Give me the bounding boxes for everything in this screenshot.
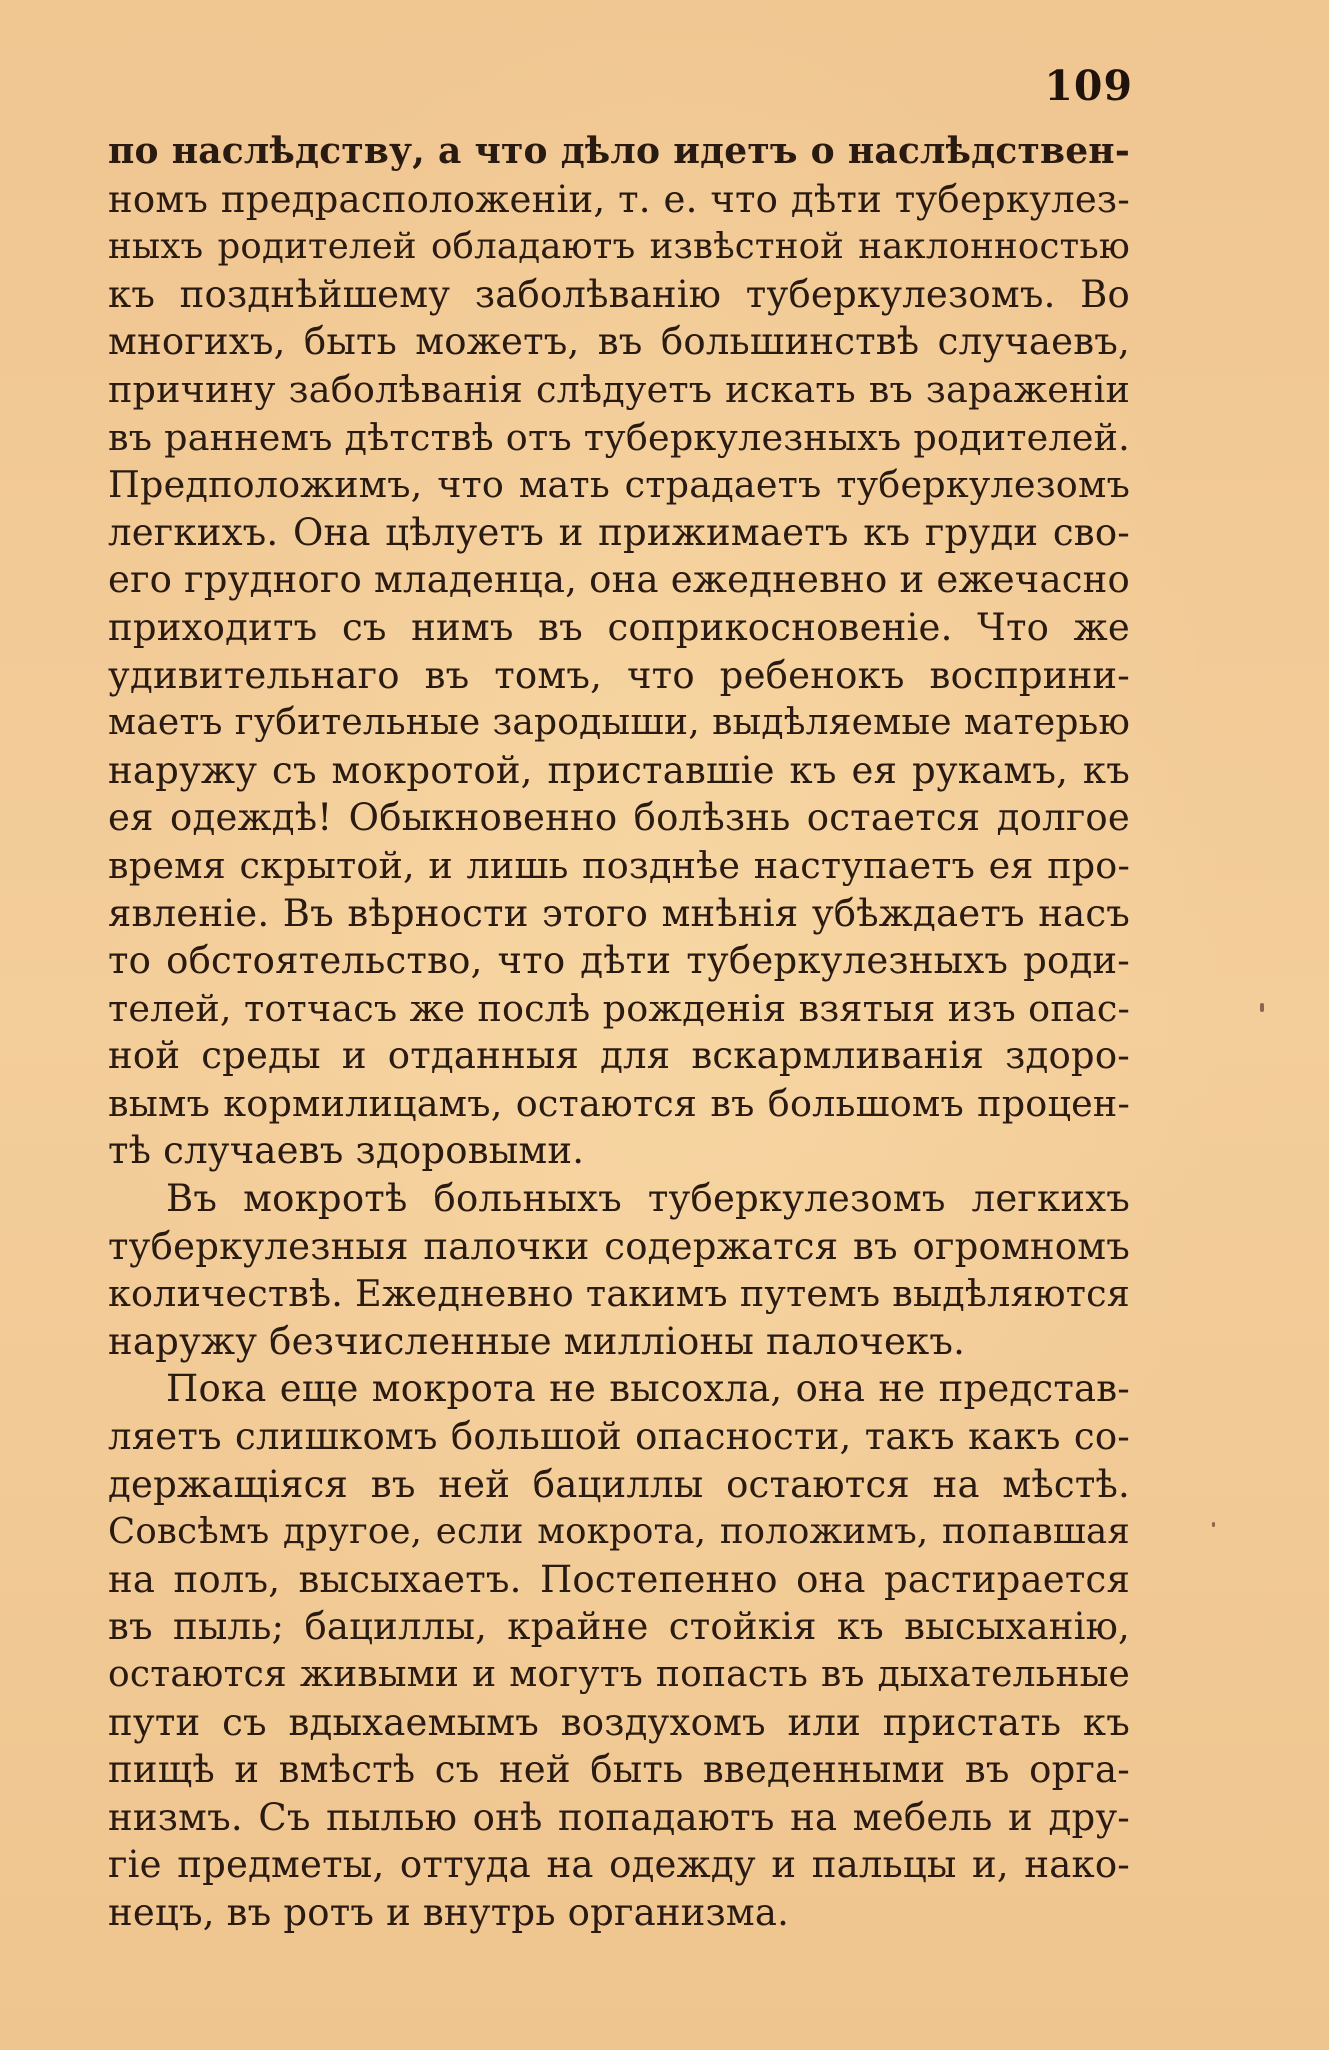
text-line: ныхъ родителей обладаютъ извѣстной наклонностью xyxy=(108,226,1130,268)
text-line: его грудного младенца, она ежедневно и ежечасно xyxy=(108,558,1130,602)
text-line: причину заболѣванія слѣдуетъ искать въ зараженіи xyxy=(108,367,1130,411)
text-line: на полъ, высыхаетъ. Постепенно она растирается xyxy=(108,1557,1130,1601)
page-number: 109 xyxy=(1044,62,1133,110)
text-line: ной среды и отданныя для вскармливанія здоро- xyxy=(108,1034,1130,1078)
text-line: въ раннемъ дѣтствѣ отъ туберкулезныхъ родителей. xyxy=(108,415,1130,459)
text-line: телей, тотчасъ же послѣ рожденія взятыя изъ опас- xyxy=(108,986,1130,1030)
text-line: низмъ. Съ пылью онѣ попадаютъ на мебель и дру- xyxy=(108,1795,1130,1839)
text-line: удивительнаго въ томъ, что ребенокъ восприни- xyxy=(108,653,1130,697)
text-line: нецъ, въ ротъ и внутрь организма. xyxy=(108,1890,790,1934)
text-line: количествѣ. Ежедневно такимъ путемъ выдѣляются xyxy=(108,1272,1130,1316)
text-line: Предположимъ, что мать страдаетъ туберкулезомъ xyxy=(108,463,1130,507)
ink-speck xyxy=(1260,1003,1264,1012)
text-line: приходитъ съ нимъ въ соприкосновеніе. Что же xyxy=(108,605,1130,649)
text-line: остаются живыми и могутъ попасть въ дыхательные xyxy=(108,1654,1130,1695)
text-line: многихъ, быть можетъ, въ большинствѣ случаевъ, xyxy=(108,320,1130,364)
text-line: время скрытой, и лишь позднѣе наступаетъ ея про- xyxy=(108,843,1130,887)
text-line: туберкулезныя палочки содержатся въ огромномъ xyxy=(108,1224,1130,1268)
text-line: номъ предрасположеніи, т. е. что дѣти туберкулез- xyxy=(108,177,1130,221)
text-line: къ позднѣйшему заболѣванію туберкулезомъ. Во xyxy=(108,272,1130,316)
text-line: маетъ губительные зародыши, выдѣляемые матерью xyxy=(108,702,1130,744)
text-line: Совсѣмъ другое, если мокрота, положимъ, попавшая xyxy=(108,1511,1130,1553)
text-line: ляетъ слишкомъ большой опасности, такъ какъ со- xyxy=(108,1415,1130,1459)
text-line: наружу безчисленные милліоны палочекъ. xyxy=(108,1319,966,1363)
text-line: Пока еще мокрота не высохла, она не представ- xyxy=(166,1367,1130,1411)
text-line: то обстоятельство, что дѣти туберкулезныхъ роди- xyxy=(108,939,1130,983)
text-line: явленіе. Въ вѣрности этого мнѣнія убѣждаетъ насъ xyxy=(108,891,1130,935)
text-line: тѣ случаевъ здоровыми. xyxy=(108,1129,585,1173)
text-line: вымъ кормилицамъ, остаются въ большомъ процен- xyxy=(108,1081,1130,1125)
text-line: гіе предметы, оттуда на одежду и пальцы и, нако- xyxy=(108,1843,1130,1887)
text-line: легкихъ. Она цѣлуетъ и прижимаетъ къ груди сво- xyxy=(108,510,1130,554)
text-line: держащіяся въ ней бациллы остаются на мѣстѣ. xyxy=(108,1462,1130,1506)
text-line: пищѣ и вмѣстѣ съ ней быть введенными въ орга- xyxy=(108,1748,1130,1792)
text-line: Въ мокротѣ больныхъ туберкулезомъ легкихъ xyxy=(166,1177,1130,1221)
ink-speck xyxy=(1212,1522,1215,1527)
body-text xyxy=(108,128,1130,1937)
text-line: пути съ вдыхаемымъ воздухомъ или пристать къ xyxy=(108,1700,1130,1744)
text-line: наружу съ мокротой, приставшіе къ ея рукамъ, къ xyxy=(108,748,1130,792)
text-line: въ пыль; бациллы, крайне стойкія къ высыханію, xyxy=(108,1605,1130,1649)
text-line: по наслѣдству, а что дѣло идетъ о наслѣдствен- xyxy=(108,130,1130,172)
text-line: ея одеждѣ! Обыкновенно болѣзнь остается долгое xyxy=(108,796,1130,840)
